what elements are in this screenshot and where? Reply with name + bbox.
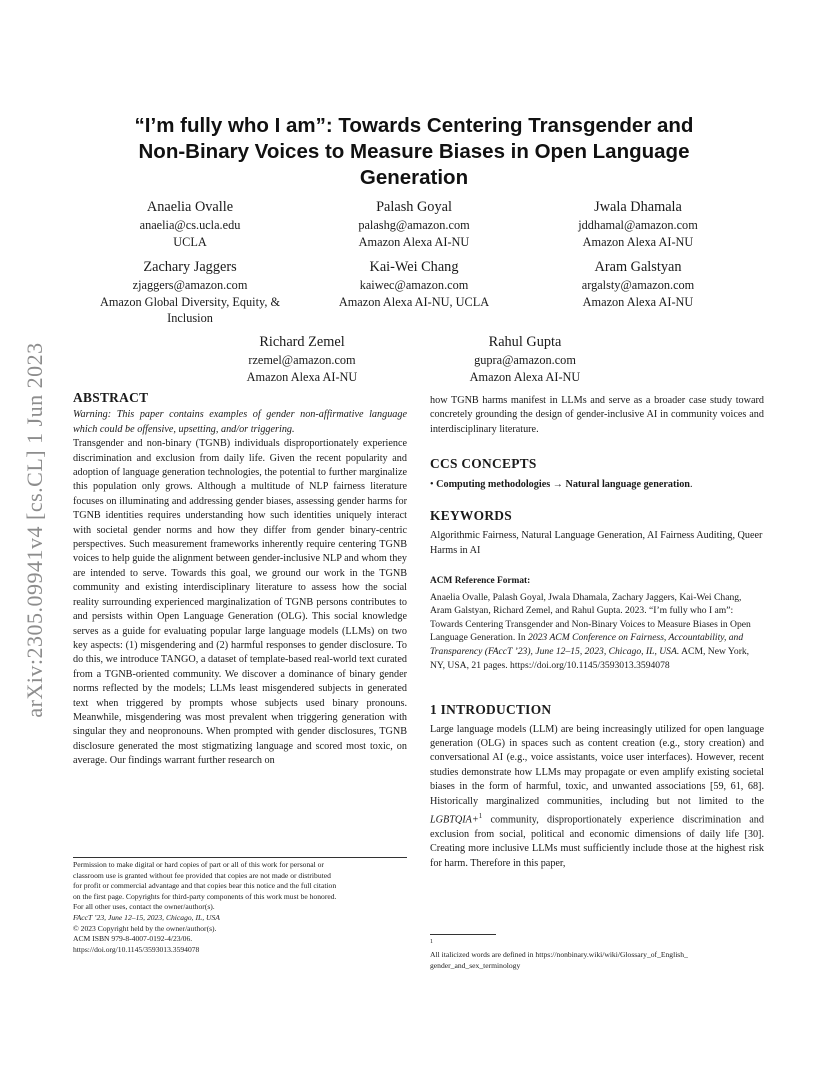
author-email[interactable]: zjaggers@amazon.com — [132, 278, 248, 292]
permission-line: for profit or commercial advantage and that copies bear this notice and the full citation — [73, 881, 337, 891]
abstract-continued: how TGNB harms manifest in LLMs and serve as a broader case study toward concretely grounding the design of gender-inclusive AI in community voices and interdisciplinary literature. — [430, 395, 764, 435]
isbn-line: ACM ISBN 979-8-4007-0192-4/23/06. — [73, 934, 193, 944]
author-email[interactable]: argalsty@amazon.com — [581, 278, 695, 292]
introduction-heading: 1 INTRODUCTION — [430, 702, 552, 718]
footnote-marker[interactable]: 1 — [478, 812, 483, 821]
ccs-bullet: • — [430, 478, 434, 490]
arxiv-identifier: arXiv:2305.09941v4 [cs.CL] 1 Jun 2023 — [22, 342, 47, 718]
abstract-section — [73, 391, 407, 769]
abstract-heading: ABSTRACT — [73, 390, 149, 405]
author-block — [538, 258, 738, 310]
author-name: Richard Zemel — [259, 334, 345, 350]
author-affiliation: Amazon Alexa AI-NU — [246, 369, 358, 384]
ccs-heading: CCS CONCEPTS — [430, 456, 537, 472]
ccs-concepts — [430, 478, 764, 492]
author-name: Palash Goyal — [376, 199, 452, 215]
acm-reference-publisher: ACM, New York, NY, USA, 21 pages. https://doi.org/10.1145/3593013.3594078 — [430, 646, 750, 671]
copyright-line: © 2023 Copyright held by the owner/author(s). — [73, 923, 217, 933]
acm-reference-venue: 2023 ACM Conference on Fairness, Accountability, and Transparency (FAccT ’23), June 12–15, 2023, Chicago, IL, USA. — [430, 632, 744, 658]
author-email[interactable]: palashg@amazon.com — [358, 218, 470, 232]
author-block — [425, 333, 625, 385]
author-name: Kai-Wei Chang — [369, 259, 459, 275]
author-affiliation: Amazon Alexa AI-NU — [469, 369, 581, 384]
author-name: Rahul Gupta — [488, 334, 562, 350]
author-email[interactable]: anaelia@cs.ucla.edu — [139, 218, 241, 232]
author-affiliation: Amazon Alexa AI-NU — [358, 234, 470, 249]
intro-text: Large language models (LLM) are being increasingly utilized for open language generation (OLG) in spaces such as content creation (e.g., story creation) and conversational AI (e.g., voice assistants, voice user interfaces). However, recent studies demonstrate how LLMs may propagate or even amplify existing societal biases in the form of harmful, toxic, and unwanted associations [59, 61, 68]. Historically marginalized communities, including but not limited to the — [430, 723, 764, 807]
abstract-body: Transgender and non-binary (TGNB) individuals disproportionately experience discrimination and exclusion from daily life. Given the recent popularity and adoption of language generation technologies, the potential to further marginalize this population only grows. Although a multitude of NLP fairness literature focuses on illuminating and addressing gender biases, assessing gender harms for TGNB identities requires understanding how such identities uniquely interact with societal gender norms and how they differ from gender binary-centric perspectives. Such measurement frameworks inherently require centering TGNB voices to help guide the alignment between gender-inclusive NLP and whom they are intended to serve. Towards this goal, we ground our work in the TGNB community and existing interdisciplinary literature to assess how the social reality surrounding experienced marginalization of TGNB persons contributes to and persists within Open Language Generation (OLG). This social knowledge serves as a guide for evaluating popular large language models (LLMs) on two key aspects: (1) misgendering and (2) harmful responses to gender disclosure. To do this, we introduce TANGO, a dataset of template-based real-world text curated from a TGNB-oriented community. We discover a dominance of binary gender norms reflected by the models; LLMs least misgendered subjects in generated text when triggered by prompts whose subjects used binary pronouns. Meanwhile, misgendering was most prevalent when triggering generation with singular they and neopronouns. When prompted with gender disclosures, TGNB disclosure generated the most stigmatizing language and scored most toxic, on average. Our findings warrant further research on — [73, 438, 407, 767]
footnote-link[interactable]: gender_and_sex_terminology — [430, 960, 521, 970]
title-line: Non-Binary Voices to Measure Biases in Open Language — [138, 140, 690, 163]
permission-line: on the first page. Copyrights for third-party components of this work must be honored. — [73, 891, 337, 901]
author-affiliation: Inclusion — [167, 311, 213, 325]
author-name: Aram Galstyan — [594, 259, 682, 275]
acm-reference-heading: ACM Reference Format: — [430, 576, 531, 587]
author-email[interactable]: gupra@amazon.com — [474, 353, 576, 367]
author-affiliation: Amazon Alexa AI-NU — [582, 294, 694, 309]
author-block — [314, 198, 514, 250]
author-name: Zachary Jaggers — [143, 259, 237, 275]
introduction-body — [430, 723, 764, 871]
arrow-icon: → — [552, 478, 563, 490]
author-email[interactable]: jddhamal@amazon.com — [578, 218, 698, 232]
keywords-heading: KEYWORDS — [430, 508, 513, 524]
ccs-subcategory: Natural language generation — [565, 478, 690, 490]
ccs-category: Computing methodologies — [436, 478, 551, 490]
author-block — [304, 258, 524, 310]
author-email[interactable]: kaiwec@amazon.com — [359, 278, 469, 292]
doi-link[interactable]: https://doi.org/10.1145/3593013.3594078 — [73, 944, 200, 954]
permission-line: For all other uses, contact the owner/author(s). — [73, 902, 215, 912]
author-name: Jwala Dhamala — [594, 199, 682, 215]
right-column — [430, 394, 764, 871]
author-block — [202, 333, 402, 385]
author-block — [90, 198, 290, 250]
content-warning: Warning: This paper contains examples of gender non-affirmative language which could be offensive, upsetting, and/or triggering. — [73, 409, 407, 435]
intro-italic-term: LGBTQIA+ — [430, 814, 479, 826]
footnote-number: 1 — [430, 939, 433, 945]
author-affiliation: Amazon Alexa AI-NU, UCLA — [338, 294, 490, 309]
footnote-1 — [430, 937, 770, 971]
footnote-divider — [73, 857, 407, 858]
author-block — [80, 258, 300, 327]
arxiv-stamp — [15, 300, 55, 760]
author-block — [538, 198, 738, 250]
keywords-text: Algorithmic Fairness, Natural Language Generation, AI Fairness Auditing, Queer Harms in AI — [430, 530, 763, 556]
intro-text: community, disproportionately experience discrimination and exclusion from social, political and economic dimensions of daily life [30]. Creating more inclusive LLMs must sufficiently include those at the highest risk for harm. Therefore in this paper, — [430, 814, 764, 869]
author-affiliation: Amazon Global Diversity, Equity, & — [99, 294, 281, 309]
permission-line: classroom use is granted without fee provided that copies are not made or distributed — [73, 870, 331, 880]
title-line: “I’m fully who I am”: Towards Centering Transgender and — [134, 114, 694, 137]
paper-title — [80, 113, 748, 191]
permission-notice — [73, 860, 413, 955]
title-line: Generation — [359, 166, 469, 189]
acm-reference-citation: Anaelia Ovalle, Palash Goyal, Jwala Dhamala, Zachary Jaggers, Kai-Wei Chang, Aram Galstyan, Richard Zemel, and Rahul Gupta. 2023. “I’m fully who I am”: Towards Centering Transgender and Non-Binary Voices to Measure Biases in Open Language Generation. In — [430, 591, 751, 644]
author-affiliation: Amazon Alexa AI-NU — [582, 234, 694, 249]
footnote-divider — [430, 934, 496, 935]
venue-line: FAccT ’23, June 12–15, 2023, Chicago, IL, USA — [73, 912, 220, 922]
author-name: Anaelia Ovalle — [146, 199, 234, 215]
ccs-period: . — [689, 478, 693, 490]
author-affiliation: UCLA — [173, 234, 207, 249]
footnote-link[interactable]: All italicized words are defined in https://nonbinary.wiki/wiki/Glossary_of_English_ — [430, 950, 688, 960]
author-email[interactable]: rzemel@amazon.com — [248, 353, 356, 367]
acm-reference-text — [430, 591, 764, 673]
permission-line: Permission to make digital or hard copies of part or all of this work for personal or — [73, 860, 324, 869]
